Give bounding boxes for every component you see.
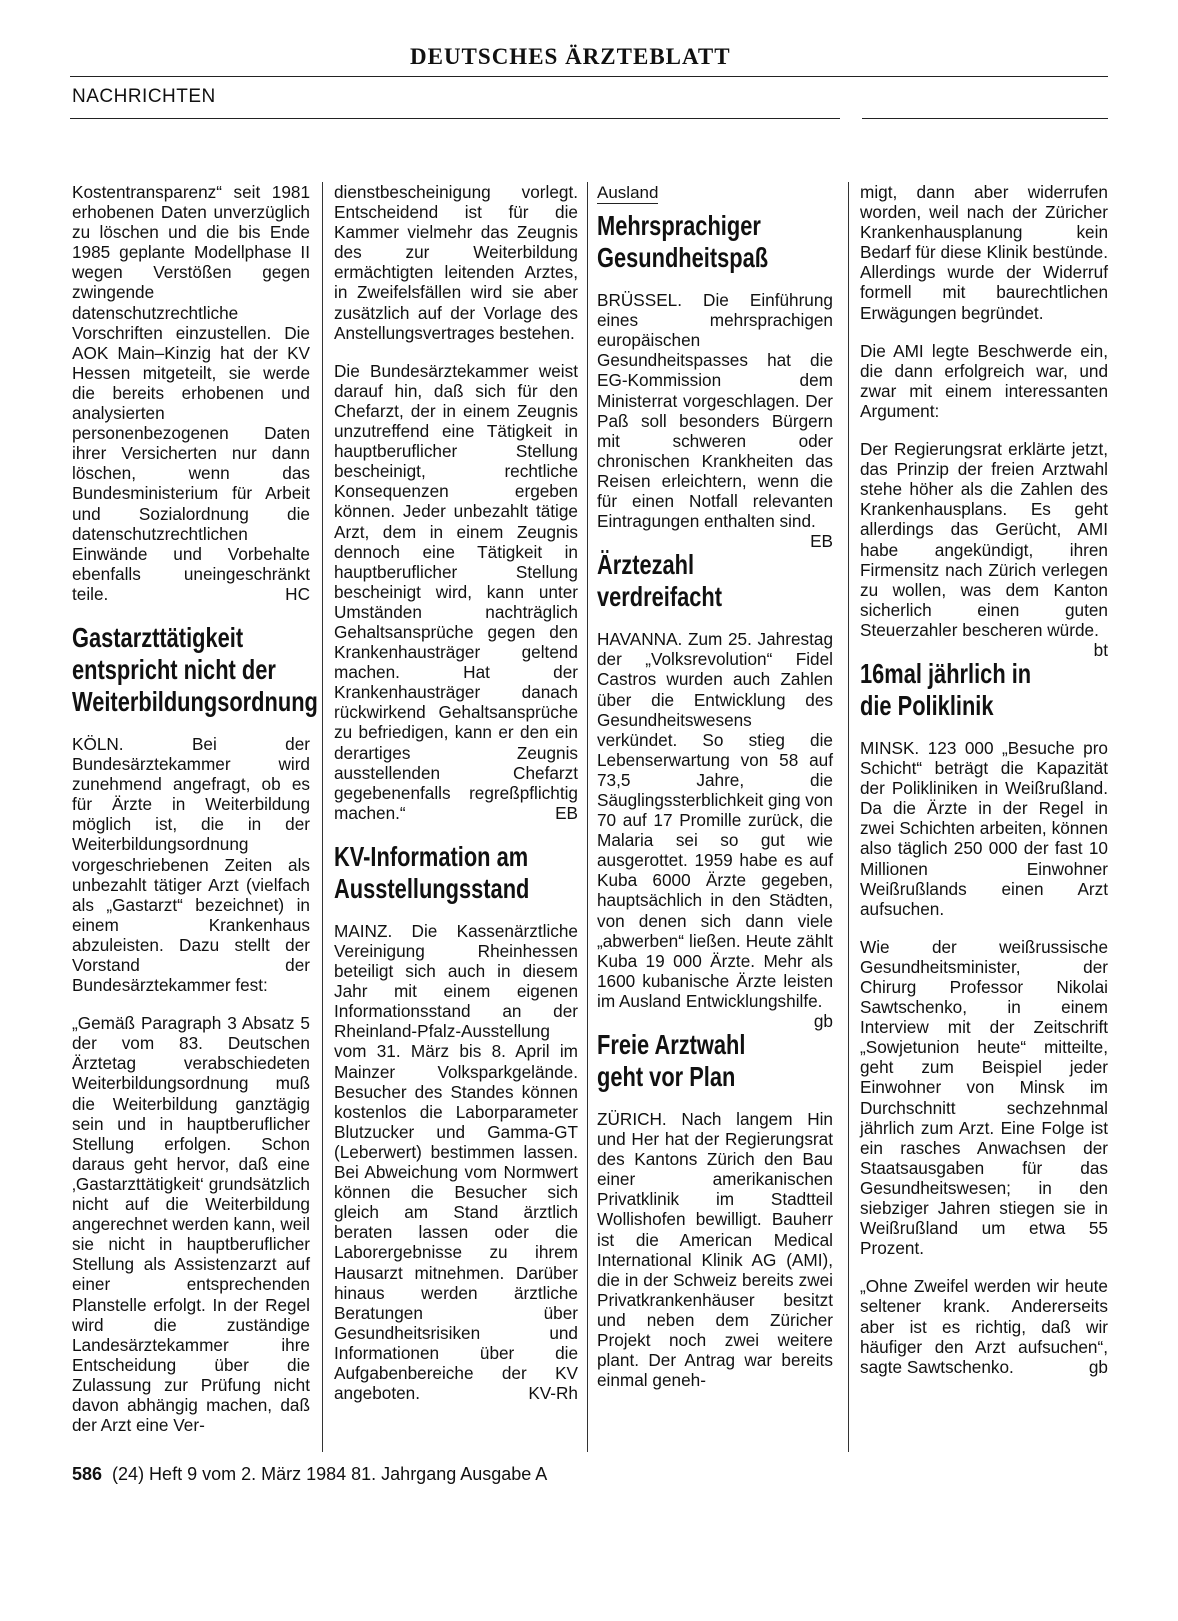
paragraph: KÖLN. Bei der Bundesärztekammer wird zunehmend angefragt, ob es für Ärzte in Weiterbildung möglich ist, die in der Weiterbildungsordnung vorgeschriebenen Zeiten als unbezahlt tätiger Arzt (vielfach als „Gastarzt“ bezeichnet) in einem Krankenhaus abzuleisten. Dazu stellt der Vorstand der Bundesärztekammer fest: bbox=[72, 733, 310, 996]
article-headline: KV-Information am Ausstellungsstand bbox=[334, 840, 530, 904]
paragraph: migt, dann aber widerrufen worden, weil nach der Züricher Krankenhausplanung kein Bedarf für diese Klinik bestünde. Allerdings wurde der Widerruf formell mit baurechtlichen Erwägungen begründet. bbox=[860, 182, 1108, 323]
section-rule bbox=[70, 118, 840, 119]
paragraph: HAVANNA. Zum 25. Jahrestag der „Volksrevolution“ Fidel Castros wurden auch Zahlen über die Entwicklung des Gesundheitswesens verkündet. So stieg die Lebenserwartung von 58 auf 73,5 Jahre, die Säuglingssterblichkeit ging von 70 auf 17 Promille zurück, die Malaria sei so gut wie ausgerottet. 1959 habe es auf Kuba 6000 Ärzte gegeben, hauptsächlich in den Städten, von denen sich dann viele „abwerben“ ließen. Heute zählt Kuba 19 000 Ärzte. Mehr als 1600 kubanische Ärzte leisten im Ausland Entwicklungshilfe. gb bbox=[597, 629, 833, 1031]
paragraph: MAINZ. Die Kassenärztliche Vereinigung Rheinhessen beteiligt sich auch in diesem Jahr mit einem eigenen Informationsstand an der Rheinland-Pfalz-Ausstellung vom 31. März bis 8. April im Mainzer Volksparkgelände. Besucher des Standes können kostenlos die Laborparameter Blutzucker und Gamma-GT (Leberwert) bestimmen lassen. Bei Abweichung vom Normwert können die Besucher sich gleich am Stand ärztlich beraten lassen oder die Laborergebnisse zu ihrem Hausarzt mitnehmen. Darüber hinaus werden ärztliche Beratungen über Gesundheitsrisiken und Informationen über die Aufgabenbereiche der KV angeboten. KV-Rh bbox=[334, 920, 578, 1404]
article-headline: Gastarzttätigkeit entspricht nicht der Weiterbildungsordnung bbox=[72, 621, 318, 717]
column-divider bbox=[322, 182, 323, 1452]
author-initials: gb bbox=[813, 1011, 833, 1031]
author-initials: KV-Rh bbox=[528, 1383, 578, 1404]
section-kicker: Ausland bbox=[597, 183, 658, 204]
author-initials: HC bbox=[285, 583, 310, 604]
paragraph: Wie der weißrussische Gesundheitsminister, der Chirurg Professor Nikolai Sawtschenko, in einem Interview mit der Zeitschrift „Sowjetunion heute“ mitteilte, geht zum Beispiel jeder Einwohner von Minsk im Durchschnitt sechzehnmal jährlich zum Arzt. Eine Folge ist ein rasches Anwachsen der Staatsausgaben für das Gesundheitswesen; in den siebziger Jahren stiegen sie in Weißrußland um etwa 55 Prozent. bbox=[860, 936, 1108, 1259]
paragraph: BRÜSSEL. Die Einführung eines mehrsprachigen europäischen Gesundheitspasses hat die EG-Kommission dem Ministerrat vorgeschlagen. Der Paß soll besonders Bürgern mit schweren oder chronischen Krankheiten das Reisen erleichtern, wenn die für einen Notfall relevanten Eintragungen enthalten sind. EB bbox=[597, 290, 833, 552]
page-footer bbox=[72, 1464, 547, 1485]
article-headline: Mehrsprachiger Gesundheitspaß bbox=[597, 210, 769, 274]
column-4 bbox=[860, 182, 1108, 1395]
paragraph: dienstbescheinigung vorlegt. Entscheidend ist für die Kammer vielmehr das Zeugnis des zur Weiterbildung ermächtigten leitenden Arztes, in Zweifelsfällen wird sie aber zusätzlich auf der Vorlage des Anstellungsvertrages bestehen. bbox=[334, 182, 578, 343]
paragraph: Kostentransparenz“ seit 1981 erhobenen Daten unverzüglich zu löschen und die bis Ende 1985 geplante Modellphase II wegen Verstößen gegen zwingende datenschutzrechtliche Vorschriften einzustellen. Die AOK Main–Kinzig hat der KV Hessen mitgeteilt, sie werde die bereits erhobenen und analysierten personenbezogenen Daten ihrer Versicherten nur dann löschen, wenn das Bundesministerium für Arbeit und Sozialordnung die datenschutzrechtlichen Einwände und Vorbehalte ebenfalls uneingeschränkt teile. HC bbox=[72, 182, 310, 604]
author-initials: EB bbox=[555, 802, 578, 823]
section-rule-right bbox=[862, 118, 1108, 119]
section-label: NACHRICHTEN bbox=[72, 86, 216, 107]
page-number: 586 bbox=[72, 1464, 103, 1484]
paragraph: MINSK. 123 000 „Besuche pro Schicht“ beträgt die Kapazität der Polikliniken in Weißrußland. Da die Ärzte in der Regel in zwei Schichten arbeiten, können also täglich 250 000 der fast 10 Millionen Einwohner Weißrußlands einen Arzt aufsuchen. bbox=[860, 737, 1108, 919]
article-headline: Freie Arztwahl geht vor Plan bbox=[597, 1029, 746, 1092]
author-initials: bt bbox=[1093, 639, 1108, 660]
issue-info: (24) Heft 9 vom 2. März 1984 81. Jahrgang Ausgabe A bbox=[112, 1464, 548, 1484]
paragraph: Die Bundesärztekammer weist darauf hin, daß sich für den Chefarzt, der in einem Zeugnis unzutreffend eine Tätigkeit in hauptberuflicher Stellung bescheinigt, rechtliche Konsequenzen ergeben können. Jeder unbezahlt tätige Arzt, dem in einem Zeugnis dennoch eine Tätigkeit in hauptberuflicher Stellung bescheinigt wird, kann unter Umständen nachträglich Gehaltsansprüche gegen den Krankenhausträger geltend machen. Hat der Krankenhausträger danach rückwirkend Gehaltsansprüche zu befriedigen, kann er den ein derartiges Zeugnis ausstellenden Chefarzt gegebenenfalls regreßpflichtig machen.“ EB bbox=[334, 360, 578, 823]
paragraph: ZÜRICH. Nach langem Hin und Her hat der Regierungsrat des Kantons Zürich den Bau einer amerikanischen Privatklinik im Stadtteil Wollishofen bewilligt. Bauherr ist die American Medical International Klinik AG (AMI), die in der Schweiz bereits zwei Privatkrankenhäuser besitzt und neben dem Züricher Projekt noch zwei weitere plant. Der Antrag war bereits einmal geneh- bbox=[597, 1109, 833, 1391]
article-headline: Ärztezahl verdreifacht bbox=[597, 549, 723, 613]
column-2 bbox=[334, 182, 578, 1421]
paragraph: Die AMI legte Beschwerde ein, die dann erfolgreich war, und zwar mit einem interessanten Argument: bbox=[860, 340, 1108, 421]
header-rule bbox=[70, 76, 1108, 77]
column-3 bbox=[597, 182, 833, 1408]
author-initials: gb bbox=[1088, 1356, 1108, 1377]
column-1 bbox=[72, 182, 318, 1453]
column-divider bbox=[587, 182, 588, 1452]
author-initials: EB bbox=[810, 531, 833, 552]
column-divider bbox=[848, 182, 849, 1452]
article-headline: 16mal jährlich in die Poliklinik bbox=[860, 657, 1032, 721]
paragraph: „Gemäß Paragraph 3 Absatz 5 der vom 83. Deutschen Ärztetag verabschiedeten Weiterbildungsordnung muß die Weiterbildung ganztägig sein und in hauptberuflicher Stellung erfolgen. Schon daraus geht hervor, daß eine ‚Gastarzttätigkeit‘ grundsätzlich nicht auf die Weiterbildung angerechnet werden kann, weil sie nicht in hauptberuflicher Stellung als Assistenzarzt auf einer entsprechenden Planstelle erfolgt. In der Regel wird die zuständige Landesärztekammer ihre Entscheidung über die Zulassung zur Prüfung nicht davon abhängig machen, daß der Arzt eine Ver- bbox=[72, 1013, 310, 1436]
paragraph: Der Regierungsrat erklärte jetzt, das Prinzip der freien Arztwahl stehe höher als die Zahlen des Krankenhausplans. Es geht allerdings das Gerücht, AMI habe angekündigt, ihren Firmensitz nach Zürich verlegen zu wollen, was dem Kanton sicherlich einen guten Steuerzahler bescheren würde. bt bbox=[860, 439, 1108, 660]
paragraph: „Ohne Zweifel werden wir heute seltener krank. Andererseits aber ist es richtig, daß wir häufiger den Arzt aufsuchen“, sagte Sawtschenko. gb bbox=[860, 1276, 1108, 1377]
masthead: DEUTSCHES ÄRZTEBLATT bbox=[410, 44, 731, 69]
